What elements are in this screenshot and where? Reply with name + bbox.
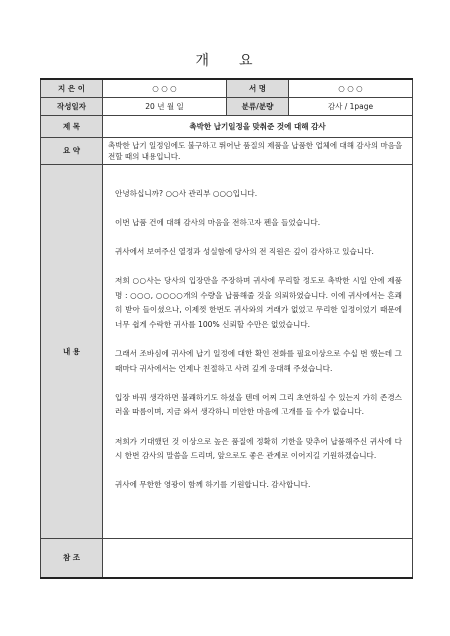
category-label: 분류/분량 xyxy=(227,97,289,115)
content-paragraph: 이번 납품 건에 대해 감사의 마음을 전하고자 펜을 들었습니다. xyxy=(115,217,321,227)
author-label: 지 은 이 xyxy=(41,79,103,97)
signature-value[interactable]: ○ ○ ○ xyxy=(289,79,413,97)
content-paragraph: 안녕하십니까? ○○사 관리부 ○○○입니다. xyxy=(115,188,258,198)
content-body[interactable] xyxy=(103,164,413,538)
reference-label: 참 조 xyxy=(41,538,103,578)
content-paragraph: 저희가 기대했던 것 이상으로 높은 품질에 정확히 기한을 맞추어 납품해주신 귀사에 다시 한번 감사의 말씀을 드리며, 앞으로도 좋은 관계로 이어지길 기원하겠습니다. xyxy=(115,436,402,461)
summary-label: 요 약 xyxy=(41,137,103,164)
subject-row xyxy=(41,115,413,137)
content-paragraph: 귀사에 무한한 영광이 함께 하기를 기원합니다. 감사합니다. xyxy=(115,480,311,490)
category-value[interactable]: 감사 / 1page xyxy=(289,97,413,115)
content-row xyxy=(41,164,413,538)
content-paragraph: 귀사에서 보여주신 열정과 성실함에 당사의 전 직원은 깊이 감사하고 있습니다. xyxy=(115,246,374,256)
title-left-char: 개 xyxy=(195,53,211,69)
content-paragraph: 그래서 조바심에 귀사에 납기 일정에 대한 확인 전화를 필요이상으로 수십 번 했는데 그때마다 귀사에서는 언제나 친절하고 사려 깊게 응대해 주셨습니다. xyxy=(115,349,402,373)
summary-value[interactable]: 촉박한 납기 일정임에도 불구하고 뛰어난 품질의 제품을 납품한 업체에 대해 감사의 마음을 전할 때의 내용입니다. xyxy=(103,137,413,164)
content-paragraph: 입장 바꿔 생각하면 불쾌하기도 하셨을 텐데 어찌 그리 초연하실 수 있는지 가히 존경스러울 따름이며, 지금 와서 생각하니 미안한 마음에 고개를 들 수가 없습니다. xyxy=(115,392,402,417)
summary-row xyxy=(41,137,413,164)
date-value[interactable]: 20 년 월 일 xyxy=(103,97,227,115)
reference-value[interactable] xyxy=(103,538,413,578)
content-label: 내 용 xyxy=(41,164,103,538)
author-value[interactable]: ○ ○ ○ xyxy=(103,79,227,97)
date-row xyxy=(41,97,413,115)
title-right-char: 요 xyxy=(239,53,255,69)
subject-value[interactable]: 촉박한 납기일정을 맞춰준 것에 대해 감사 xyxy=(103,115,413,137)
date-label: 작성일자 xyxy=(41,97,103,115)
content-paragraph: 저희 ○○사는 당사의 입장만을 주장하며 귀사에 무리할 정도로 촉박한 시일 안에 제품명 : ○○○, ○○○○개의 수량을 납품해줄 것을 의뢰하였습니다. 이에 귀사에서는 흔쾌히 받아 들이셨으나, 이제껏 한번도 귀사와의 거래가 없었고 무리한 일정이었기 때문에 너무 쉽게 수락한 귀사를 100% 신뢰할 수만은 없었습니다. xyxy=(115,276,402,329)
document-title xyxy=(0,50,450,70)
signature-label: 서 명 xyxy=(227,79,289,97)
summary-form-table xyxy=(40,78,413,579)
reference-row xyxy=(41,538,413,578)
subject-label: 제 목 xyxy=(41,115,103,137)
author-row xyxy=(41,79,413,97)
